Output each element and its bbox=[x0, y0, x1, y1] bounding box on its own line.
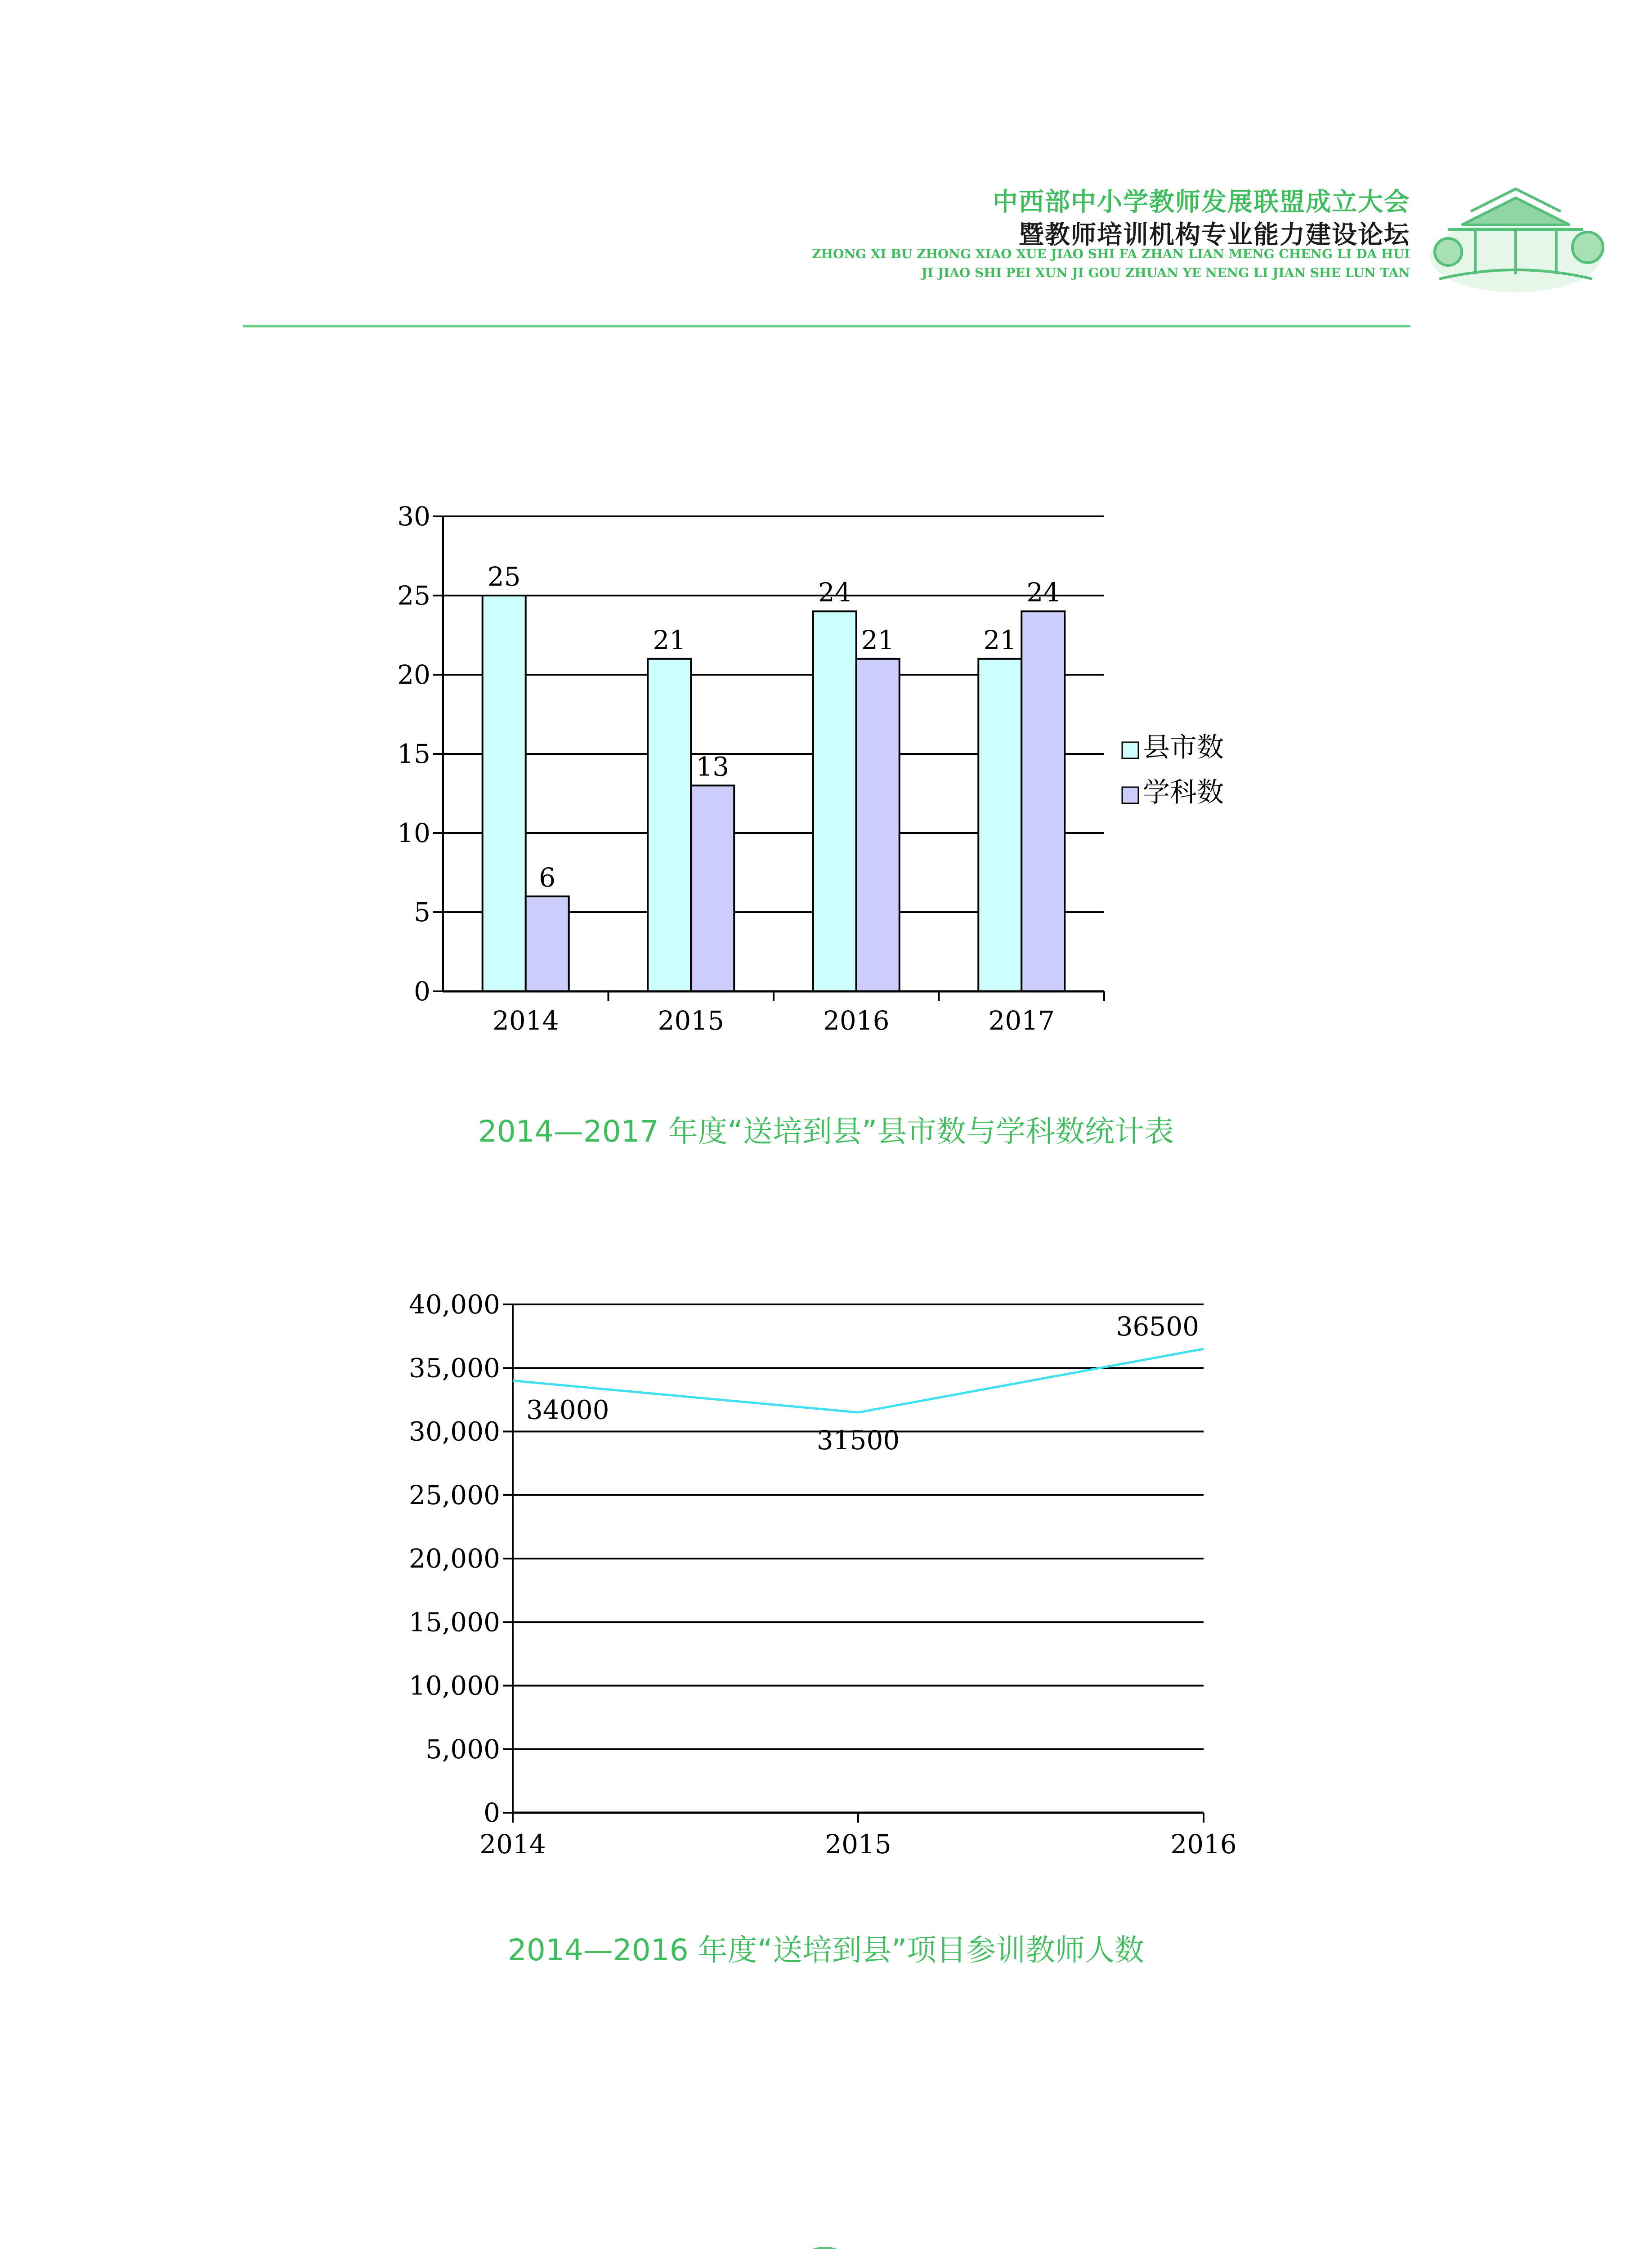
legend-swatch bbox=[1122, 787, 1138, 803]
y-tick-label: 0 bbox=[414, 976, 430, 1007]
bar-data-label: 21 bbox=[861, 624, 895, 655]
legend-label: 县市数 bbox=[1143, 732, 1224, 763]
bar-chart-caption: 2014—2017 年度“送培到县”县市数与学科数统计表 bbox=[478, 1114, 1174, 1149]
x-tick-label: 2016 bbox=[823, 1005, 890, 1036]
watercolor-footer bbox=[0, 2204, 1652, 2249]
bar bbox=[813, 611, 856, 991]
y-tick-label: 35,000 bbox=[409, 1353, 500, 1384]
bar-data-label: 6 bbox=[539, 862, 556, 893]
y-tick-label: 10 bbox=[397, 818, 430, 848]
bar bbox=[978, 659, 1021, 991]
y-tick-label: 20 bbox=[397, 659, 430, 690]
bar-data-label: 24 bbox=[818, 577, 851, 608]
y-tick-label: 25 bbox=[397, 580, 430, 611]
header-pinyin-line2: JI JIAO SHI PEI XUN JI GOU ZHUAN YE NENG LI JIAN SHE LUN TAN bbox=[921, 265, 1410, 280]
y-tick-label: 30,000 bbox=[409, 1416, 500, 1447]
series-line bbox=[513, 1349, 1204, 1412]
y-tick-label: 15 bbox=[397, 739, 430, 769]
x-tick-label: 2017 bbox=[988, 1005, 1055, 1036]
y-tick-label: 25,000 bbox=[409, 1479, 500, 1510]
bar-data-label: 24 bbox=[1026, 577, 1060, 608]
y-tick-label: 0 bbox=[484, 1797, 500, 1828]
x-tick-label: 2015 bbox=[825, 1829, 891, 1859]
data-label: 34000 bbox=[526, 1394, 609, 1425]
data-label: 36500 bbox=[1116, 1311, 1199, 1342]
bar bbox=[483, 596, 526, 991]
bar-data-label: 21 bbox=[653, 624, 686, 655]
bar bbox=[648, 659, 691, 991]
bar-data-label: 21 bbox=[983, 624, 1017, 655]
y-tick-label: 15,000 bbox=[409, 1607, 500, 1638]
bar bbox=[856, 659, 900, 991]
y-tick-label: 40,000 bbox=[409, 1289, 500, 1320]
bar-data-label: 25 bbox=[487, 561, 521, 592]
x-tick-label: 2015 bbox=[658, 1005, 725, 1036]
x-tick-label: 2016 bbox=[1170, 1829, 1237, 1859]
bar-chart bbox=[0, 0, 1652, 1080]
header-pinyin-line1: ZHONG XI BU ZHONG XIAO XUE JIAO SHI FA ZHAN LIAN MENG CHENG LI DA HUI bbox=[812, 246, 1410, 261]
y-tick-label: 5 bbox=[414, 897, 430, 927]
line-chart bbox=[0, 1259, 1652, 1889]
bar bbox=[526, 896, 569, 991]
header-title-line2: 暨教师培训机构专业能力建设论坛 bbox=[1019, 220, 1410, 250]
legend-swatch bbox=[1122, 742, 1138, 758]
y-tick-label: 30 bbox=[397, 501, 430, 532]
bar bbox=[691, 785, 734, 991]
x-tick-label: 2014 bbox=[479, 1829, 546, 1859]
y-tick-label: 10,000 bbox=[409, 1670, 500, 1701]
y-tick-label: 5,000 bbox=[425, 1734, 500, 1765]
bar-data-label: 13 bbox=[696, 751, 730, 782]
data-label: 31500 bbox=[816, 1425, 900, 1456]
legend-label: 学科数 bbox=[1143, 777, 1224, 808]
line-chart-caption: 2014—2016 年度“送培到县”项目参训教师人数 bbox=[507, 1933, 1145, 1967]
x-tick-label: 2014 bbox=[492, 1005, 559, 1036]
y-tick-label: 20,000 bbox=[409, 1543, 500, 1574]
header-title-line1: 中西部中小学教师发展联盟成立大会 bbox=[993, 188, 1410, 217]
bar bbox=[1021, 611, 1065, 991]
